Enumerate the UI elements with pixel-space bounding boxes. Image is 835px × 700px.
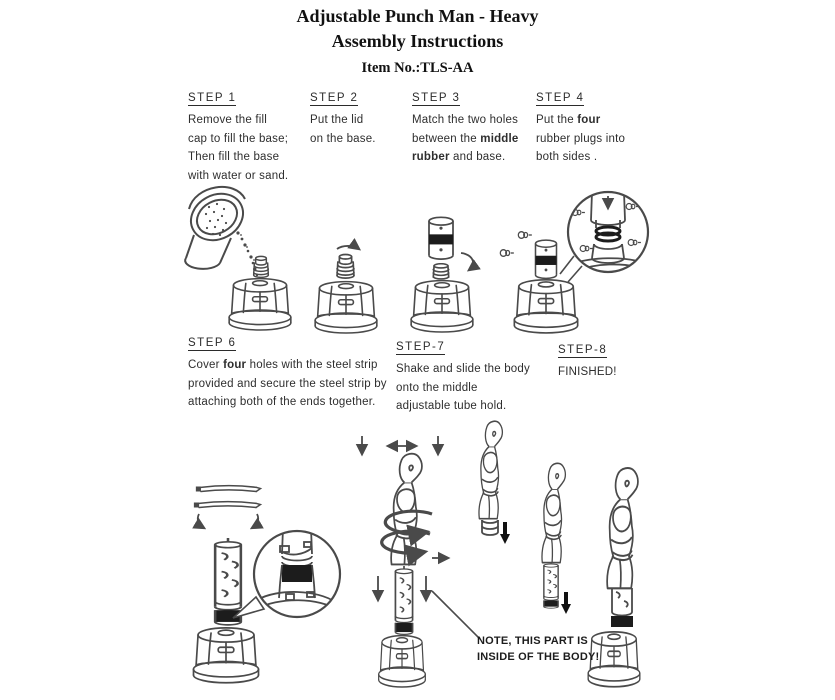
steel-strip-icon <box>194 502 261 508</box>
step-6-line: provided and secure the steel strip by <box>188 377 387 390</box>
step-2-line: on the base. <box>310 132 376 145</box>
note-callout <box>477 634 599 665</box>
holed-tube-icon <box>395 566 413 634</box>
wrap-arrow-icon <box>198 514 204 528</box>
step-2-illustration-lid-on-base <box>303 238 388 336</box>
note-line: INSIDE OF THE BODY! <box>477 650 600 663</box>
note-leader-line <box>430 588 482 642</box>
step-6-illustration-steel-strip <box>183 478 345 696</box>
step-2-header: STEP 2 <box>310 92 359 104</box>
holed-tube-icon <box>215 538 242 625</box>
twist-arrow-icon <box>337 246 359 249</box>
base-icon <box>315 282 377 333</box>
rubber-band-icon <box>611 616 633 627</box>
body-drop-illustration-1 <box>467 416 513 548</box>
step-1-line: Remove the fill <box>188 114 268 126</box>
step-1-header: STEP 1 <box>188 92 237 104</box>
punch-man-body-icon <box>542 463 565 562</box>
lid-icon <box>337 255 354 279</box>
step-7-line: onto the middle <box>396 381 478 394</box>
step-4-instructions <box>536 88 656 167</box>
item-number: Item No.:TLS-AA <box>361 60 474 76</box>
base-icon <box>194 628 259 683</box>
step-2-line: Put the lid <box>310 114 364 126</box>
middle-rubber-icon <box>536 240 557 278</box>
step-2-instructions <box>310 88 400 148</box>
step-4-line: both sides . <box>536 151 598 163</box>
magnifier-pointer <box>233 597 264 618</box>
step-8-header: STEP-8 <box>558 344 608 356</box>
leader-line <box>432 591 480 639</box>
step-3-illustration-middle-rubber <box>403 213 488 335</box>
page-subtitle: Assembly Instructions <box>331 31 504 51</box>
step-7-line: adjustable tube hold. <box>396 400 507 412</box>
wrap-arrow-icon <box>252 514 258 528</box>
threaded-neck-icon <box>433 264 448 279</box>
step-7-header: STEP-7 <box>396 341 446 353</box>
step-4-illustration-rubber-plugs <box>498 186 650 336</box>
base-icon <box>379 636 426 687</box>
rubber-plug-icon <box>518 232 532 239</box>
punch-man-body-icon <box>607 468 638 588</box>
tube-stub-icon <box>482 520 498 535</box>
steel-strip-icon <box>196 486 261 492</box>
step-6-header: STEP 6 <box>188 337 237 349</box>
step-6-line: attaching both of the ends together. <box>188 396 376 408</box>
base-icon <box>411 281 473 332</box>
fill-cap-icon <box>254 256 269 277</box>
note-line: NOTE, THIS PART IS <box>477 635 588 647</box>
step-1-instructions <box>188 88 308 185</box>
step-3-header: STEP 3 <box>412 92 461 104</box>
step-3-line: Match the two holes <box>412 114 519 126</box>
tube-section-icon <box>612 588 632 616</box>
holed-tube-icon <box>544 562 559 608</box>
punch-man-body-icon <box>391 454 422 565</box>
step-4-header: STEP 4 <box>536 92 585 104</box>
step-4-line: rubber plugs into <box>536 132 626 145</box>
bold-down-arrow-icon <box>500 522 510 544</box>
punch-man-body-icon <box>479 421 502 518</box>
step-3-instructions <box>412 88 542 167</box>
pour-stream-dots <box>236 231 258 276</box>
base-icon <box>514 280 577 333</box>
step-7-illustration-slide-body <box>350 420 452 692</box>
step-7-line: Shake and slide the body <box>396 363 530 375</box>
step-6-line: Cover four holes with the steel strip <box>188 359 378 371</box>
base-icon <box>229 279 291 330</box>
place-arrow-icon <box>461 253 473 270</box>
body-drop-illustration-2 <box>528 458 580 618</box>
step-8-instructions <box>558 340 658 382</box>
step-1-line: with water or sand. <box>188 169 289 182</box>
bucket-icon <box>183 185 251 269</box>
step-7-instructions <box>396 337 546 416</box>
rubber-plug-icon <box>500 250 514 257</box>
bold-down-arrow-icon <box>561 592 571 614</box>
step-1-line: Then fill the base <box>188 151 280 163</box>
step-3-line: rubber and base. <box>412 151 506 163</box>
page-title: Adjustable Punch Man - Heavy <box>296 6 539 26</box>
step-1-illustration-bucket-pour <box>175 183 300 335</box>
step-3-line: between the middle <box>412 132 519 145</box>
middle-rubber-icon <box>429 217 453 259</box>
step-8-line: FINISHED! <box>558 366 617 378</box>
step-4-line: Put the four <box>536 114 601 126</box>
step-1-line: cap to fill the base; <box>188 132 289 145</box>
